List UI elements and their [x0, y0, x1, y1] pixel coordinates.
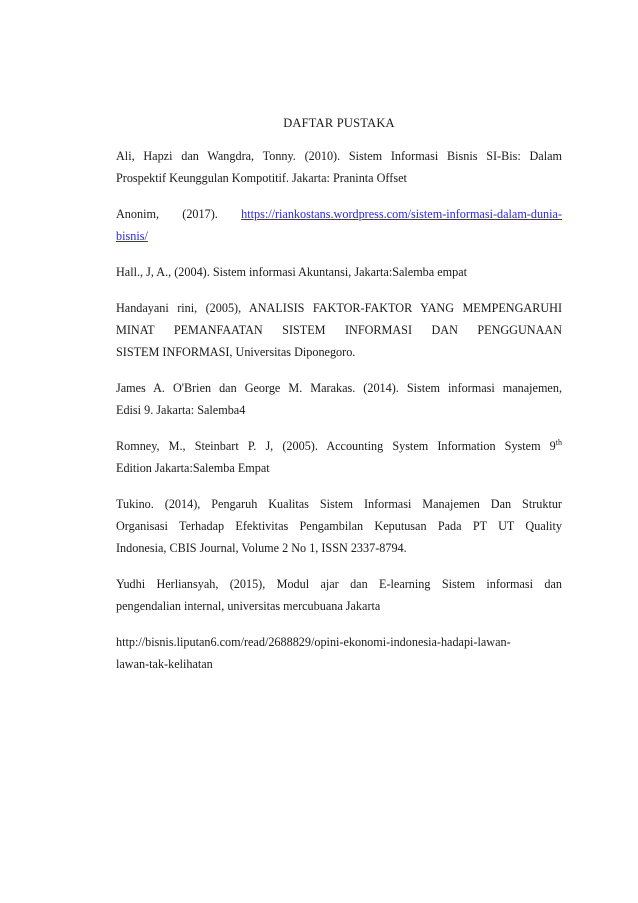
reference-line: [116, 435, 562, 457]
reference-line: Edisi 9. Jakarta: Salemba4: [116, 403, 246, 417]
reference-line: http://bisnis.liputan6.com/read/2688829/opini-ekonomi-indonesia-hadapi-lawan-: [116, 635, 511, 649]
reference-line: James A. O'Brien dan George M. Marakas. (2014). Sistem informasi manajemen,: [116, 381, 562, 395]
reference-line: Yudhi Herliansyah, (2015), Modul ajar dan E-learning Sistem informasi dan: [116, 577, 562, 591]
reference-line: Hall., J, A., (2004). Sistem informasi Akuntansi, Jakarta:Salemba empat: [116, 265, 468, 279]
reference-list: [116, 145, 562, 689]
reference-item: [116, 493, 562, 559]
reference-line: MINAT PEMANFAATAN SISTEM INFORMASI DAN PENGGUNAAN: [116, 323, 562, 337]
reference-item: [116, 261, 562, 283]
page-title: DAFTAR PUSTAKA: [283, 116, 395, 130]
reference-link[interactable]: https://riankostans.wordpress.com/sistem-informasi-dalam-dunia-: [241, 207, 562, 221]
reference-text: Romney, M., Steinbart P. J, (2005). Accounting System Information System 9: [116, 439, 556, 453]
reference-item: [116, 573, 562, 617]
reference-line: lawan-tak-kelihatan: [116, 657, 213, 671]
reference-line: Prospektif Keunggulan Kompotitif. Jakarta: Praninta Offset: [116, 171, 407, 185]
reference-prefix: Anonim, (2017).: [116, 207, 218, 221]
reference-line: Handayani rini, (2005), ANALISIS FAKTOR-FAKTOR YANG MEMPENGARUHI: [116, 301, 562, 315]
reference-item: [116, 203, 562, 247]
reference-item: [116, 145, 562, 189]
reference-line: Organisasi Terhadap Efektivitas Pengambilan Keputusan Pada PT UT Quality: [116, 519, 562, 533]
reference-item: [116, 377, 562, 421]
reference-line: [116, 203, 562, 225]
reference-line: Indonesia, CBIS Journal, Volume 2 No 1, ISSN 2337-8794.: [116, 541, 407, 555]
reference-line: Edition Jakarta:Salemba Empat: [116, 461, 270, 475]
superscript: th: [555, 437, 562, 447]
reference-line: Ali, Hapzi dan Wangdra, Tonny. (2010). Sistem Informasi Bisnis SI-Bis: Dalam: [116, 149, 562, 163]
reference-line: Tukino. (2014), Pengaruh Kualitas Sistem Informasi Manajemen Dan Struktur: [116, 497, 562, 511]
reference-item: [116, 435, 562, 479]
reference-line: pengendalian internal, universitas mercubuana Jakarta: [116, 599, 381, 613]
reference-item: [116, 631, 562, 675]
reference-line: [116, 225, 562, 247]
reference-link-continued[interactable]: bisnis/: [116, 229, 148, 243]
reference-line: SISTEM INFORMASI, Universitas Diponegoro.: [116, 345, 356, 359]
reference-item: [116, 297, 562, 363]
